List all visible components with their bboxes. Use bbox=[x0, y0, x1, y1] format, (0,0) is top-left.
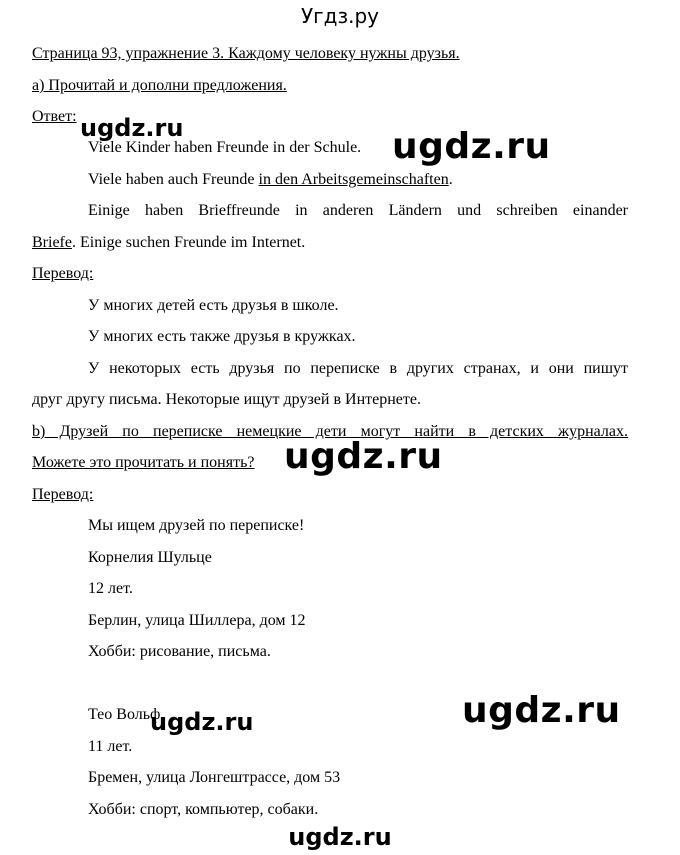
translation-label-1: Перевод: bbox=[32, 265, 94, 282]
watermark-footer: ugdz.ru bbox=[288, 823, 392, 851]
site-title: Угдз.ру bbox=[300, 4, 380, 28]
answer-label: Ответ: bbox=[32, 108, 77, 125]
answer-fill-1: in den Arbeitsgemeinschaften bbox=[258, 171, 449, 188]
person2-age: 11 лет. bbox=[88, 738, 133, 755]
person2-address: Бремен, улица Лонгештрассе, дом 53 bbox=[88, 769, 341, 786]
answer-line-1: Viele Kinder haben Freunde in der Schule. bbox=[88, 139, 362, 156]
person1-address: Берлин, улица Шиллера, дом 12 bbox=[88, 612, 306, 629]
answer-line-2-end: . bbox=[448, 171, 453, 188]
answer-line-4-text: . Einige suchen Freunde im Internet. bbox=[71, 234, 306, 251]
answer-line-2 bbox=[88, 170, 453, 190]
answer-line-4 bbox=[32, 233, 305, 253]
watermark: ugdz.ru bbox=[392, 126, 551, 167]
ad-heading: Мы ищем друзей по переписке! bbox=[88, 517, 305, 534]
translation-line-3-text: У некоторых есть друзья по переписке в других странах, и они пишут bbox=[88, 360, 628, 377]
task-title: Страница 93, упражнение 3. Каждому человеку нужны друзья. bbox=[32, 45, 460, 62]
watermark: ugdz.ru bbox=[284, 436, 443, 477]
person1-age: 12 лет. bbox=[88, 580, 133, 597]
watermark: ugdz.ru bbox=[462, 690, 621, 731]
translation-line-2: У многих есть также друзья в кружках. bbox=[88, 328, 356, 345]
person1-hobby: Хобби: рисование, письма. bbox=[88, 643, 271, 660]
answer-line-2-text: Viele haben auch Freunde bbox=[88, 171, 259, 188]
part-b-line-1: b) Друзей по переписке немецкие дети могут найти в детских журналах. bbox=[32, 423, 628, 440]
watermark: ugdz.ru bbox=[80, 114, 184, 142]
person1-name: Корнелия Шульце bbox=[88, 549, 212, 566]
watermark: ugdz.ru bbox=[150, 708, 254, 736]
answer-line-3-text: Einige haben Brieffreunde in anderen Ländern und schreiben einander bbox=[88, 202, 628, 219]
translation-line-1: У многих детей есть друзья в школе. bbox=[88, 297, 339, 314]
translation-label-2: Перевод: bbox=[32, 486, 94, 503]
person2-name: Тео Вольф bbox=[88, 706, 161, 723]
part-b-line-2: Можете это прочитать и понять? bbox=[32, 454, 255, 471]
translation-line-4: друг другу письма. Некоторые ищут друзей в Интернете. bbox=[32, 391, 421, 408]
part-a-heading: a) Прочитай и дополни предложения. bbox=[32, 77, 287, 94]
answer-line-3 bbox=[32, 201, 628, 221]
answer-fill-2: Briefe bbox=[32, 234, 72, 251]
translation-line-3 bbox=[32, 359, 628, 379]
person2-hobby: Хобби: спорт, компьютер, собаки. bbox=[88, 801, 319, 818]
